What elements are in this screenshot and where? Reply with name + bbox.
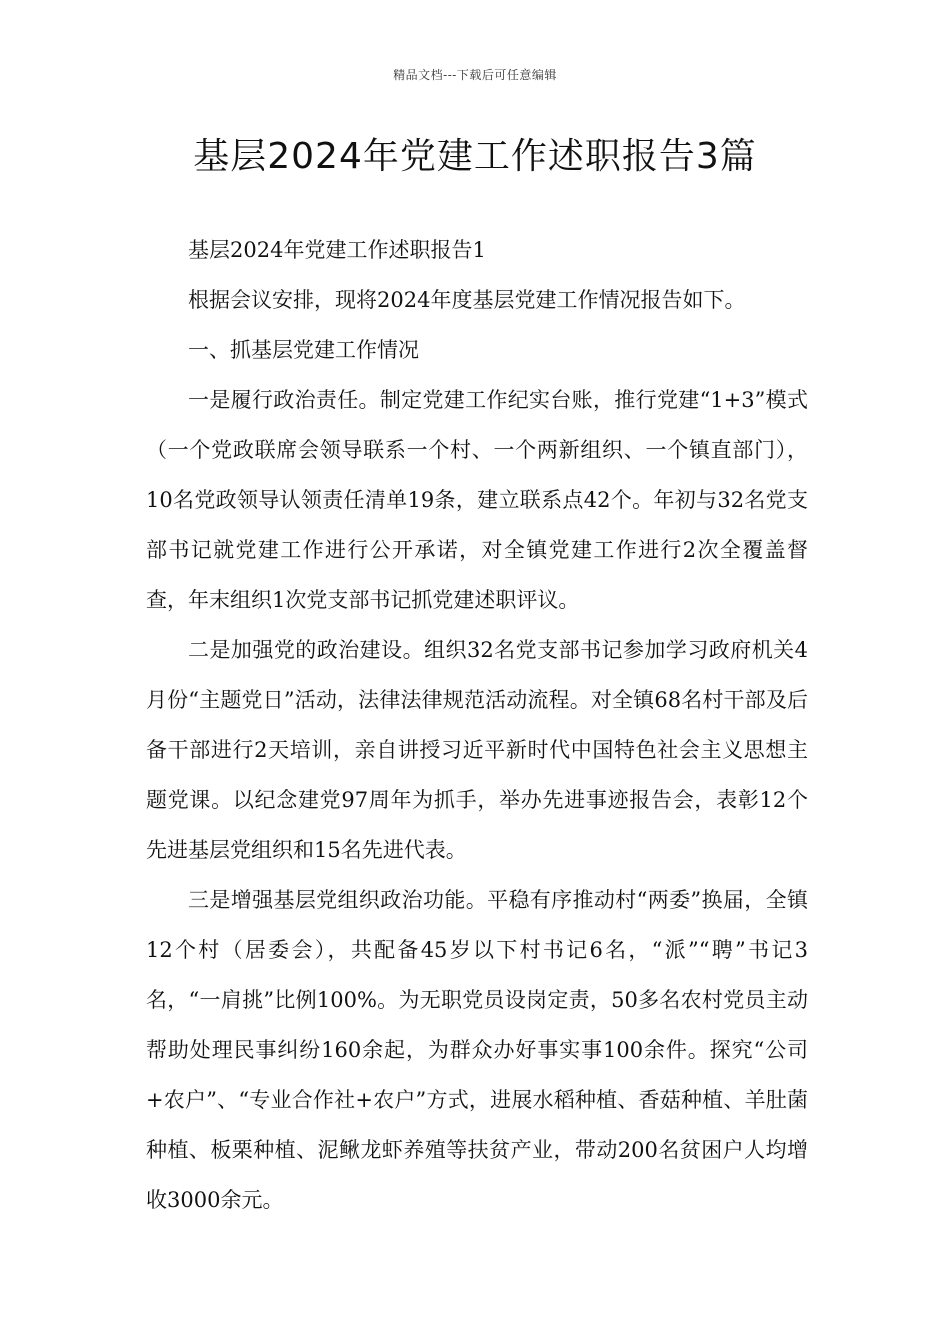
- paragraph-intro: 根据会议安排，现将2024年度基层党建工作情况报告如下。: [188, 288, 746, 312]
- paragraph-political-construction: 二是加强党的政治建设。组织32名党支部书记参加学习政府机关4月份“主题党日”活动，法律法律规范活动流程。对全镇68名村干部及后备干部进行2天培训，亲自讲授习近平新时代中国特色社会主义思想主题党课。以纪念建党97周年为抓手，举办先进事迹报告会，表彰12个先进基层党组织和15名先进代表。: [146, 638, 808, 862]
- section-heading-situation: 一、抓基层党建工作情况: [188, 338, 419, 362]
- paragraph-political-responsibility: 一是履行政治责任。制定党建工作纪实台账，推行党建“1+3”模式（一个党政联席会领导联系一个村、一个两新组织、一个镇直部门），10名党政领导认领责任清单19条，建立联系点42个。年初与32名党支部书记就党建工作进行公开承诺，对全镇党建工作进行2次全覆盖督查，年末组织1次党支部书记抓党建述职评议。: [146, 388, 808, 612]
- document-title: 基层2024年党建工作述职报告3篇: [193, 136, 757, 177]
- document-body: [146, 225, 808, 1225]
- section-heading-report-1: 基层2024年党建工作述职报告1: [188, 238, 486, 262]
- paragraph-organization-function: 三是增强基层党组织政治功能。平稳有序推动村“两委”换届，全镇12个村（居委会），共配备45岁以下村书记6名，“派”“聘”书记3名，“一肩挑”比例100%。为无职党员设岗定责，50多名农村党员主动帮助处理民事纠纷160余起，为群众办好事实事100余件。探究“公司+农户”、“专业合作社+农户”方式，进展水稻种植、香菇种植、羊肚菌种植、板栗种植、泥鳅龙虾养殖等扶贫产业，带动200名贫困户人均增收3000余元。: [146, 888, 808, 1212]
- header-note: 精品文档---下载后可任意编辑: [393, 68, 557, 82]
